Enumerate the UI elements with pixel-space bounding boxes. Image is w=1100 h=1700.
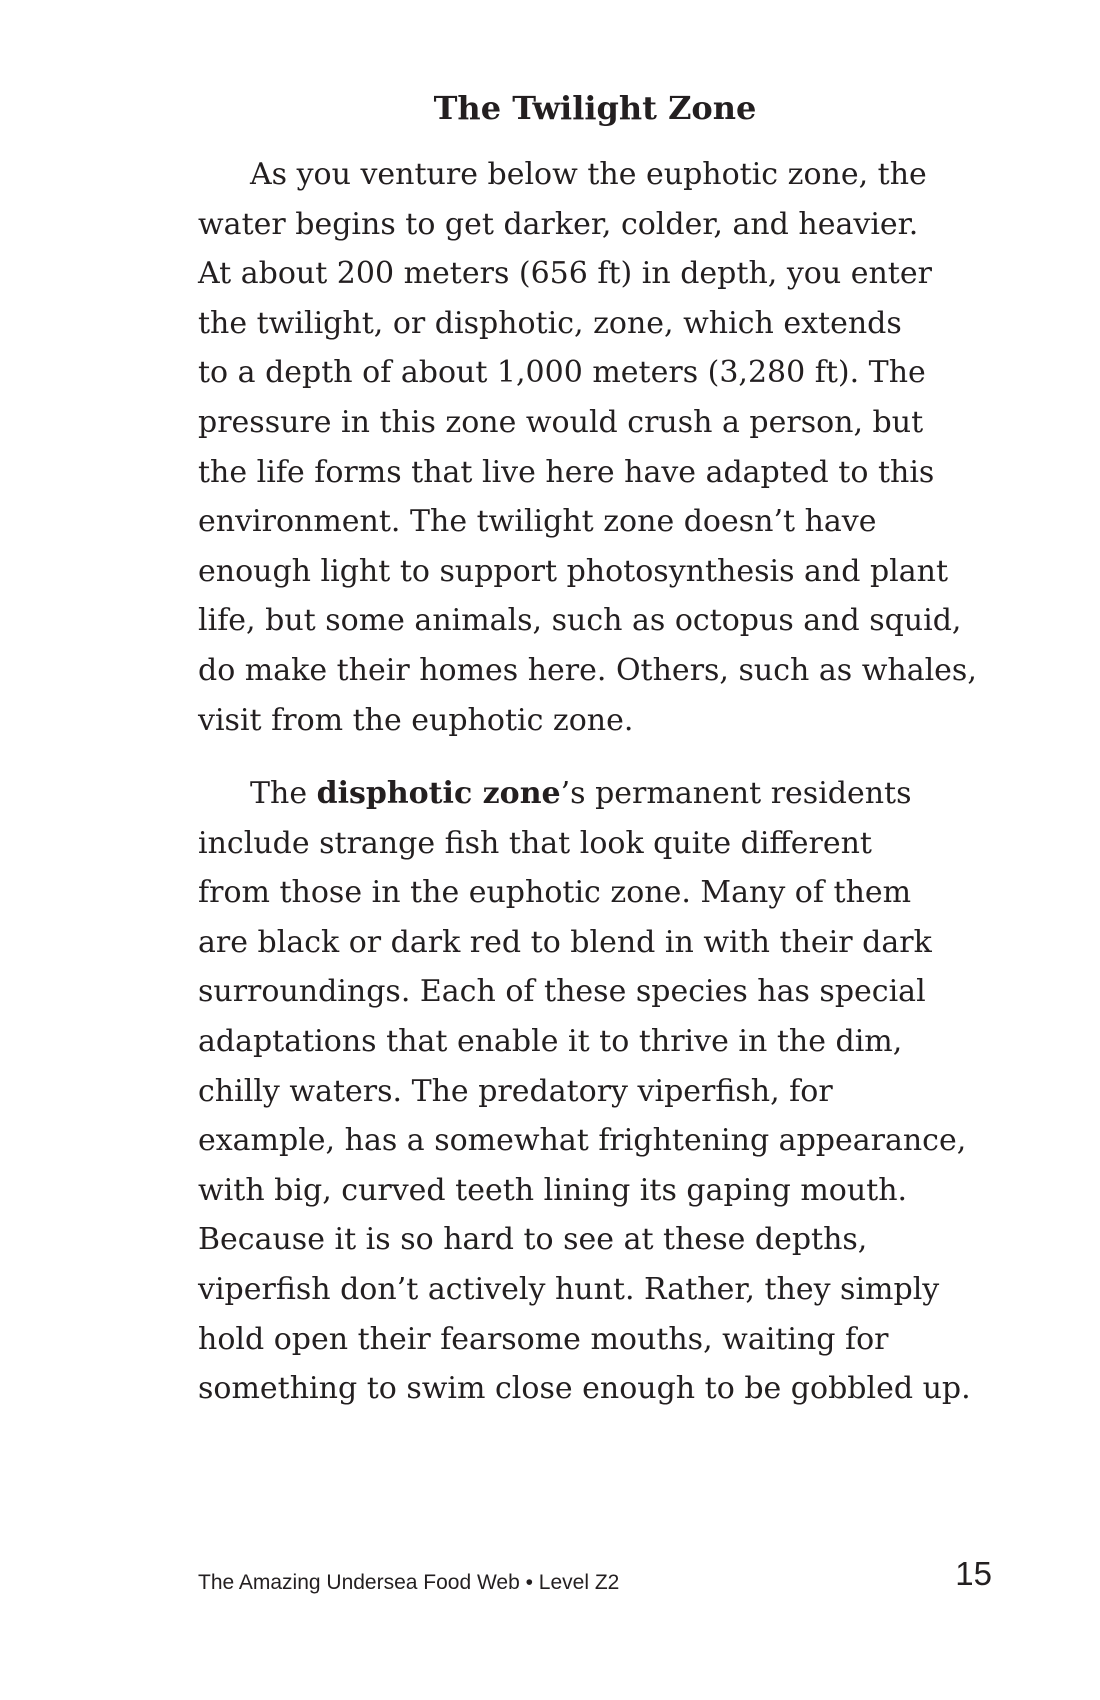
text-line: the life forms that live here have adapted to this [198,454,935,490]
paragraph-1 [198,150,1008,745]
paragraph-2 [198,769,1008,1414]
text-line: adaptations that enable it to thrive in the dim, [198,1023,903,1059]
text-line: life, but some animals, such as octopus and squid, [198,603,962,639]
text-line: pressure in this zone would crush a person, but [198,404,924,440]
text-line: do make their homes here. Others, such as whales, [198,652,977,688]
text-line: surroundings. Each of these species has special [198,974,926,1010]
text-line: are black or dark red to blend in with their dark [198,924,932,960]
text-line: from those in the euphotic zone. Many of them [198,875,912,911]
text-line: environment. The twilight zone doesn’t have [198,504,877,540]
text-line: the twilight, or disphotic, zone, which extends [198,305,902,341]
text-line: Because it is so hard to see at these depths, [198,1222,868,1258]
glossary-term: disphotic zone [316,776,561,811]
text-line: chilly waters. The predatory viperfish, for [198,1073,833,1109]
text-segment: ’s permanent residents [560,776,912,811]
text-line: example, has a somewhat frightening appearance, [198,1123,967,1159]
text-line: visit from the euphotic zone. [198,702,634,738]
text-line: hold open their fearsome mouths, waiting for [198,1321,889,1357]
text-line: include strange fish that look quite different [198,825,872,861]
text-segment: The [250,776,317,811]
text-line: enough light to support photosynthesis and plant [198,553,949,589]
text-line: viperfish don’t actively hunt. Rather, they simply [198,1271,940,1307]
text-line-first [198,769,1008,819]
text-line: As you venture below the euphotic zone, the [250,157,927,192]
text-line: with big, curved teeth lining its gaping mouth. [198,1172,908,1208]
text-line: At about 200 meters (656 ft) in depth, you enter [198,256,932,292]
page-number: 15 [955,1555,992,1592]
text-line: to a depth of about 1,000 meters (3,280 ft). The [198,355,926,391]
text-line: water begins to get darker, colder, and heavier. [198,206,919,242]
text-line: something to swim close enough to be gobbled up. [198,1371,971,1407]
section-heading: The Twilight Zone [433,89,757,127]
footer-book-title: The Amazing Undersea Food Web • Level Z2 [198,1571,620,1594]
